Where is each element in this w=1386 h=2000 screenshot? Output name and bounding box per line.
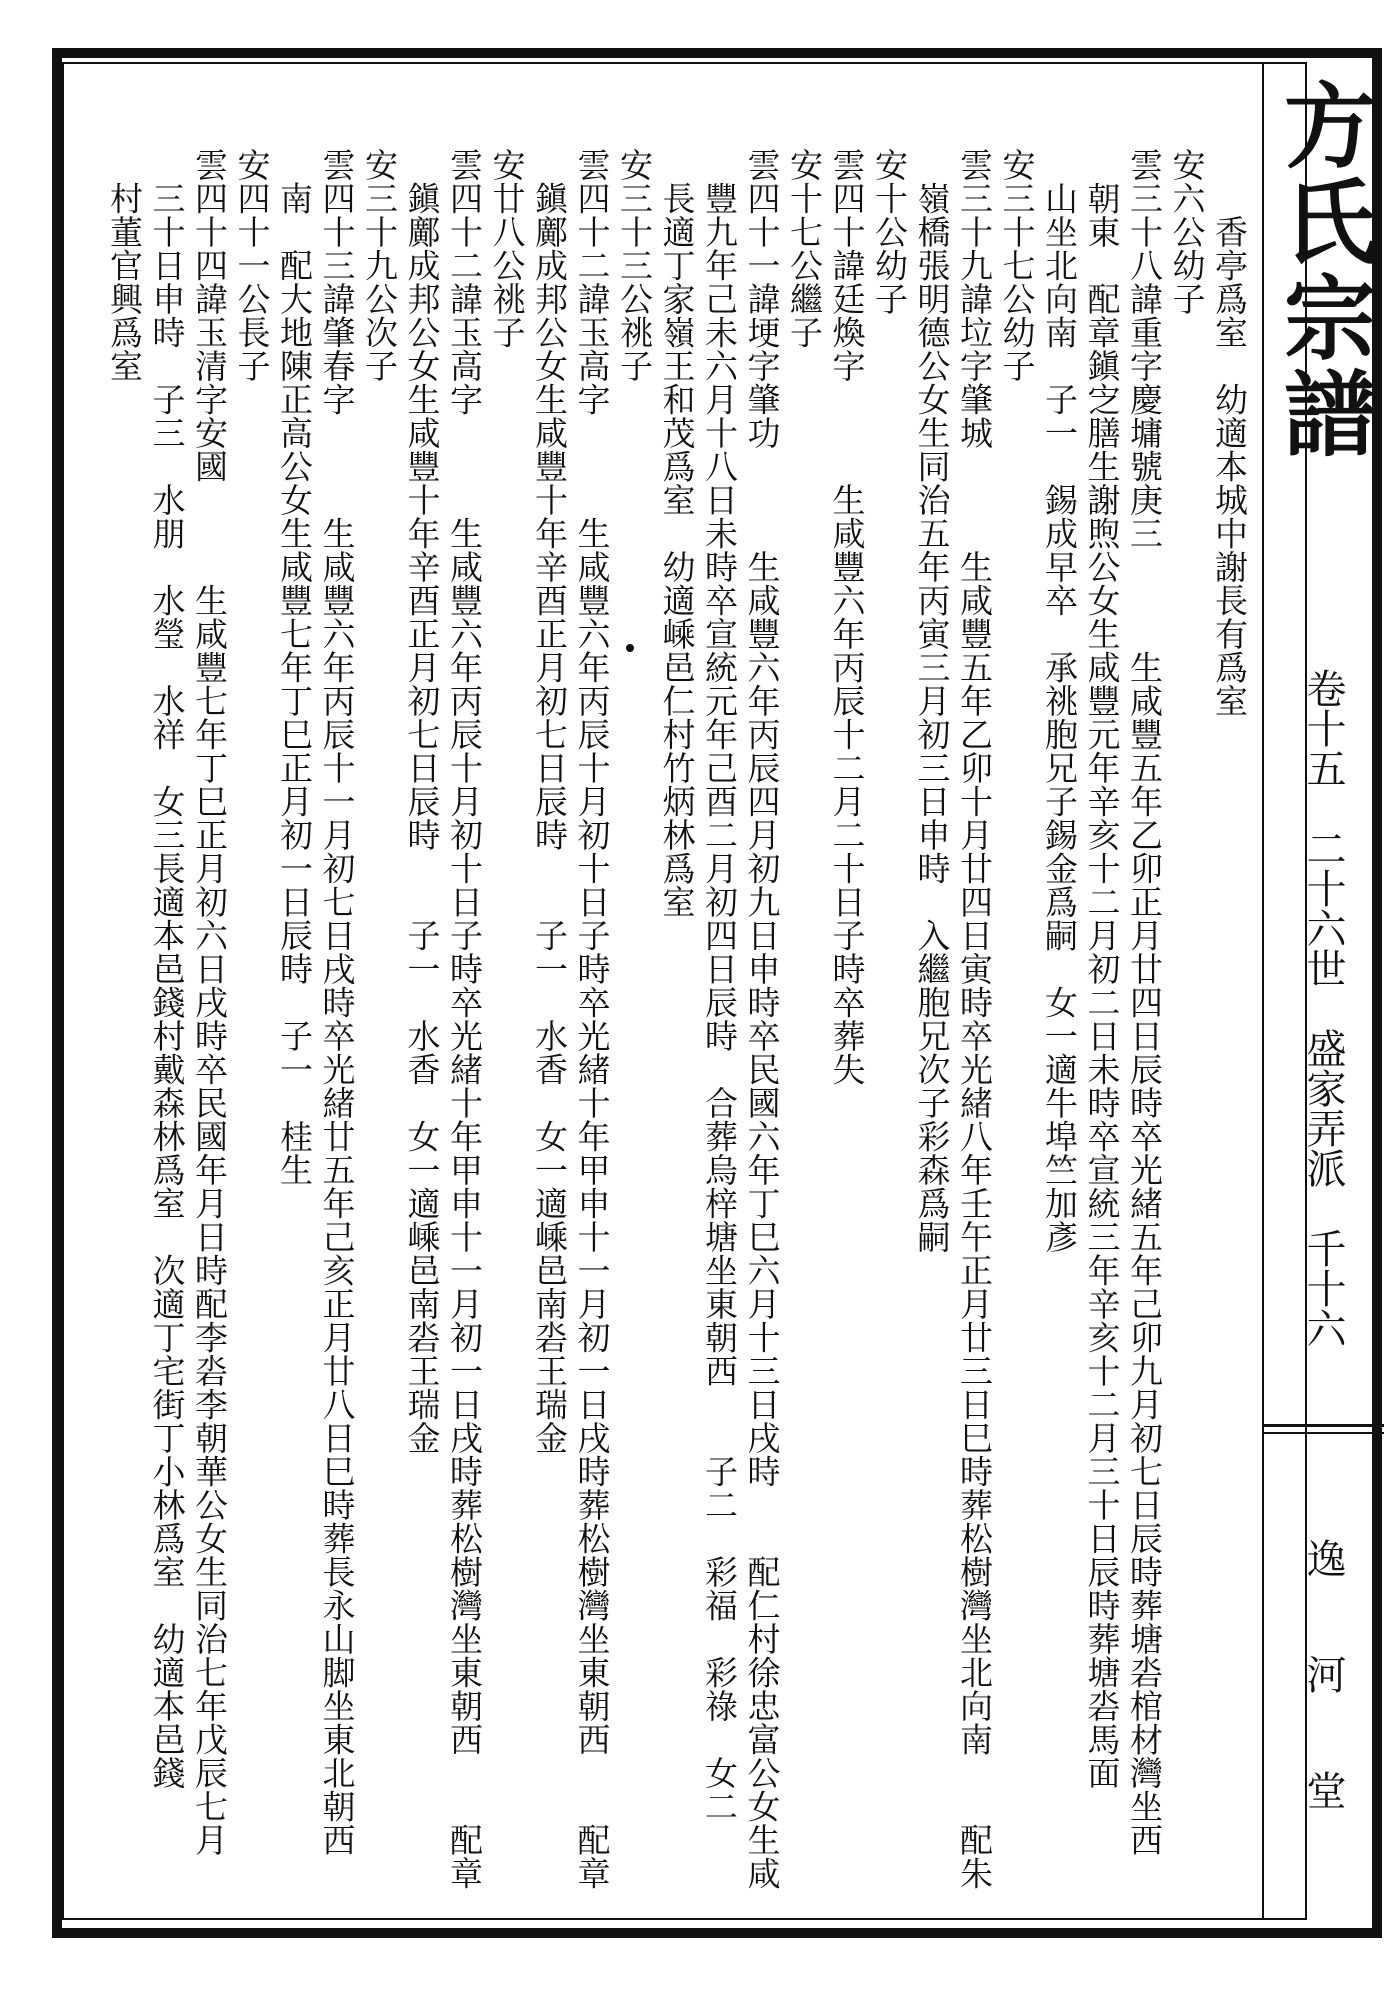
entry-text-column: 雲四十三諱肇春字 生咸豐六年丙辰十一月初七日戌時卒光緒廿五年己亥正月廿八日巳時葬長永山脚坐東北朝西 [317,148,357,1857]
entry-text-column: 香亭爲室 幼適本城中謝長有爲室 [1210,148,1249,718]
lineage-heading: 安三十七公幼子 [997,148,1037,383]
lineage-heading: 安三十三公祧子 [615,148,654,383]
lineage-heading: 安六公幼子 [1167,148,1207,316]
entry-text-column: 雲三十八諱重字慶墉號庚三 生咸豐五年乙卯正月廿四日辰時卒光緒五年己卯九月初七日辰時葬塘沯棺材灣坐西 [1125,148,1164,1857]
volume-generation-line: 卷十五 二十六世 盛家弄派 千十六 [1300,668,1346,1348]
entry-text-column: 雲三十九諱垃字肇城 生咸豐五年乙卯十月廿四日寅時卒光緒八年壬午正月廿三日巳時葬松樹灣坐北向南 配朱 [955,148,994,1890]
entry-text-column: 村董官興爲室 [105,148,144,383]
entry-text-column: 朝東 配章鎭㝎膳生謝煦公女生咸豐元年辛亥十二月初二日未時卒宣統三年辛亥十二月三十日辰時葬塘沯馬面 [1082,148,1122,1790]
ink-dot [626,644,634,652]
lineage-heading: 安廿八公祧子 [487,148,527,349]
entry-text-column: 南 配大地陳正高公女生咸豐七年丁巳正月初一日辰時 子一 桂生 [275,148,314,1187]
entry-text-column: 鎭鄺成邦公女生咸豐十年辛酉正月初七日辰時 子一 水香 女一適嵊邑南沯王瑞金 [402,148,442,1455]
entry-text-column: 鎭鄺成邦公女生咸豐十年辛酉正月初七日辰時 子一 水香 女一適嵊邑南沯王瑞金 [530,148,569,1455]
entry-text-column: 雲四十四諱玉清字安國 生咸豐七年丁巳正月初六日戌時卒民國年月日時配李沯李朝華公女生同治七年戊辰七月 [190,148,229,1857]
lineage-heading: 安十七公繼子 [785,148,824,349]
lineage-heading: 安三十九公次子 [360,148,399,383]
genealogy-text-body [78,148,1250,1898]
entry-text-column: 雲四十二諱玉高字 生咸豐六年丙辰十月初十日子時卒光緒十年甲申十一月初一日戌時葬松樹灣坐東朝西 配章 [572,148,612,1890]
genealogy-title: 方氏宗譜 [1269,78,1377,462]
entry-text-column: 雲四十諱廷煥字 生咸豐六年丙辰十二月二十日子時卒葬失 [827,148,867,1086]
entry-text-column: 長適丁家嶺王和茂爲室 幼適嵊邑仁村竹炳林爲室 [657,148,697,919]
entry-text-column: 三十日申時 子三 水朋 水瑩 水祥 女三長適本邑錢村戴森林爲室 次適丁宅街丁小林爲室 幼適本邑錢 [147,148,187,1790]
book-spine-margin [1268,78,1378,1908]
entry-text-column: 雲四十一諱埂字肇功 生咸豐六年丙辰四月初九日申時卒民國六年丁巳六月十三日戌時 配仁村徐忠富公女生咸 [742,148,782,1890]
entry-text-column: 豐九年己未六月十八日未時卒宣統元年己酉二月初四日辰時 合葬烏梓塘坐東朝西 子二 彩福 彩祿 女二 [700,148,739,1823]
entry-text-column: 雲四十二諱玉高字 生咸豐六年丙辰十月初十日子時卒光緒十年甲申十一月初一日戌時葬松樹灣坐東朝西 配章 [445,148,484,1890]
entry-text-column: 嶺橋張明德公女生同治五年丙寅三月初三日申時 入繼胞兄次子彩森爲嗣 [912,148,952,1254]
entry-text-column: 山坐北向南 子一 錫成早卒 承祧胞兄子錫金爲嗣 女一適牛埠竺加彥 [1040,148,1079,1254]
lineage-heading: 安十公幼子 [870,148,909,316]
hall-name: 逸河堂 [1300,1538,1346,1886]
margin-divider [1262,62,1264,1920]
lineage-heading: 安四十一公長子 [232,148,272,383]
